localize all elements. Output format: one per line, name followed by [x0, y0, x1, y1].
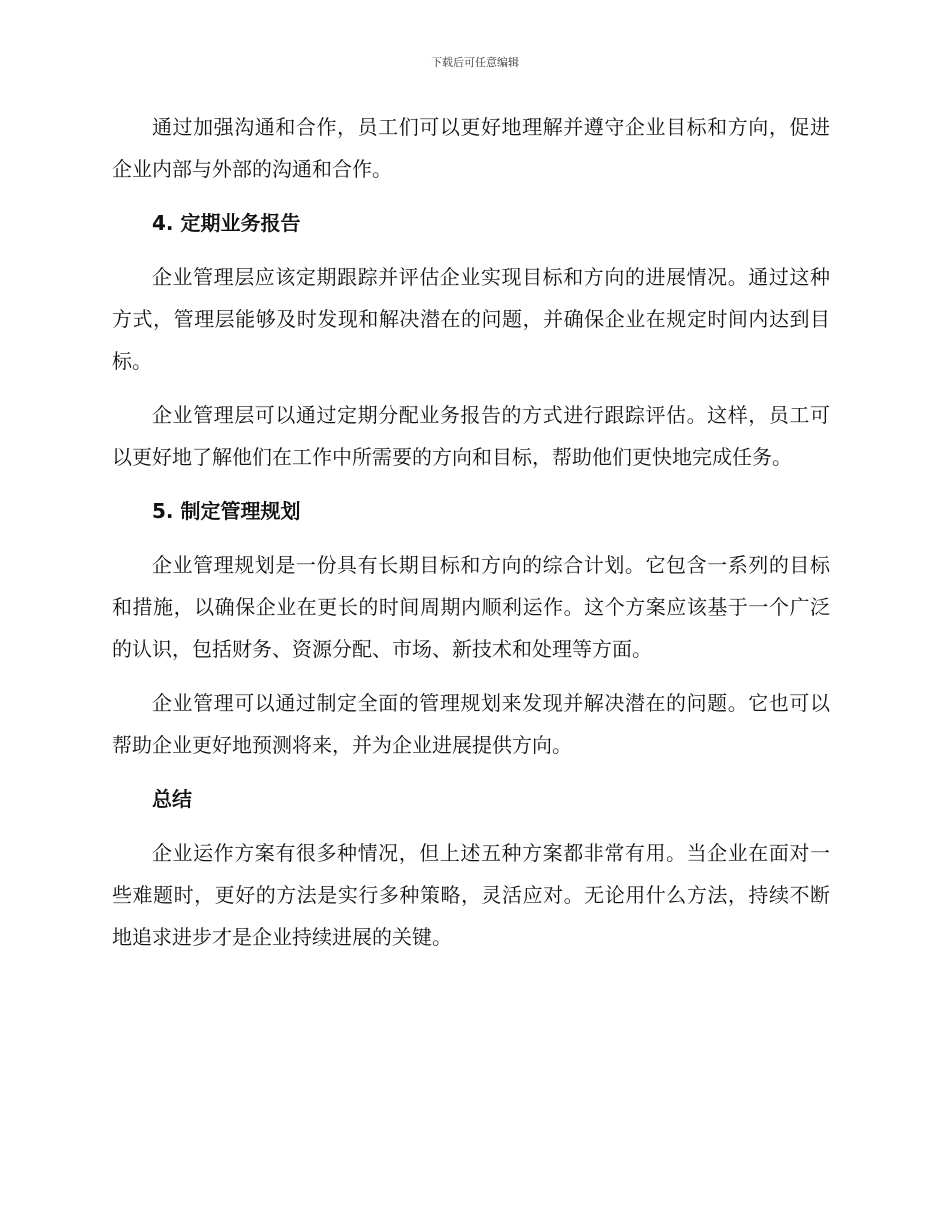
section-heading-business-report: 4. 定期业务报告 — [152, 211, 301, 235]
page-header: 下载后可任意编辑 — [431, 56, 519, 69]
paragraph-summary: 企业运作方案有很多种情况，但上述五种方案都非常有用。当企业在面对一些难题时，更好的方法是实行多种策略，灵活应对。无论用什么方法，持续不断地追求进步才是企业持续进展的关键。 — [112, 841, 830, 949]
paragraph-plan-definition: 企业管理规划是一份具有长期目标和方向的综合计划。它包含一系列的目标和措施，以确保企业在更长的时间周期内顺利运作。这个方案应该基于一个广泛的认识，包括财务、资源分配、市场、新技术和处理等方面。 — [112, 553, 830, 661]
section-heading-summary: 总结 — [152, 787, 192, 811]
paragraph-report-assignment: 企业管理层可以通过定期分配业务报告的方式进行跟踪评估。这样，员工可以更好地了解他们在工作中所需要的方向和目标，帮助他们更快地完成任务。 — [112, 403, 830, 469]
paragraph-plan-benefits: 企业管理可以通过制定全面的管理规划来发现并解决潜在的问题。它也可以帮助企业更好地预测将来，并为企业进展提供方向。 — [112, 691, 830, 757]
document-body — [112, 106, 830, 970]
paragraph-progress-tracking: 企业管理层应该定期跟踪并评估企业实现目标和方向的进展情况。通过这种方式，管理层能够及时发现和解决潜在的问题，并确保企业在规定时间内达到目标。 — [112, 265, 830, 373]
section-heading-management-plan: 5. 制定管理规划 — [152, 499, 301, 523]
paragraph-communication: 通过加强沟通和合作，员工们可以更好地理解并遵守企业目标和方向，促进企业内部与外部的沟通和合作。 — [112, 115, 830, 181]
